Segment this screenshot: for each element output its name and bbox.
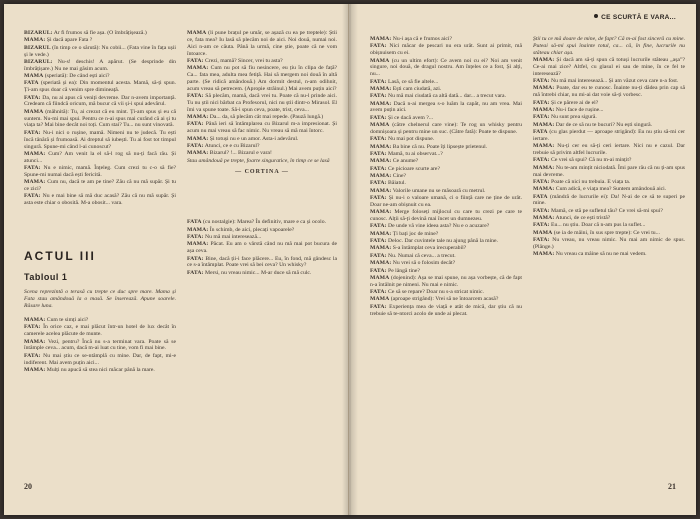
- dialogue-line: [370, 188, 522, 195]
- dialogue-text: Și totuși nu e un amor. Asta-i adevărul.: [209, 135, 299, 142]
- dialogue-text: Ți bați joc de mine?: [392, 230, 439, 237]
- dialogue-line: [24, 317, 176, 324]
- bullet-icon: [594, 14, 598, 18]
- dialogue-text: Și ce părere ai de el?: [551, 99, 599, 106]
- speaker-name: MAMA:: [370, 85, 392, 92]
- dialogue-line: [370, 195, 522, 209]
- dialogue-text: (aproape strigând): Vrei să ne întoarcem acasă?: [390, 296, 499, 303]
- speaker-name: FATA:: [370, 252, 387, 259]
- dialogue-line: [24, 30, 176, 37]
- speaker-name: FATA:: [533, 178, 550, 185]
- speaker-name: FATA:: [533, 78, 550, 85]
- dialogue-line: [370, 101, 522, 115]
- dialogue-line: [533, 179, 685, 186]
- dialogue-text: Ești cam ciudată, azi.: [392, 85, 442, 92]
- dialogue-line: [533, 36, 685, 57]
- dialogue-line: [533, 222, 685, 229]
- right-column-2: [533, 36, 685, 259]
- speaker-name: FATA:: [24, 94, 41, 101]
- speaker-name: FATA:: [370, 180, 387, 187]
- speaker-name: FATA:: [533, 237, 550, 244]
- speaker-name: MAMA: [370, 57, 390, 64]
- page-number-left: 20: [24, 482, 32, 491]
- dialogue-text: Nici măcar de pescari nu era urât. Sunt ai primit, mă obișnuisem cu ei.: [370, 43, 523, 57]
- dialogue-line: [24, 165, 176, 179]
- dialogue-text: Nu-i face de rușine...: [555, 106, 604, 113]
- dialogue-text: (în timp ce o sărută): Nu cobii... (Fata vine în fața ușii și le vede.): [24, 44, 176, 58]
- dialogue-text: (dojenind): Așa se mai spune, nu așa vorbește, că de fapt n-a întâlnit pe nimeni. Nu mai e nimic.: [370, 274, 522, 288]
- dialogue-text: Cine?: [392, 173, 407, 180]
- dialogue-text: Nu mai pot dispune.: [388, 136, 435, 143]
- dialogue-text: Bine, dacă ții-i face plăcere... Eu, în fond, mă gândesc la ce s-a întâmplat. Poate vrei să bei ceva? Un whisky?: [187, 255, 337, 269]
- speaker-name: MAMA: [24, 108, 44, 115]
- dialogue-line: [370, 304, 522, 318]
- dialogue-line: [370, 173, 522, 180]
- dialogue-text: (cu nostalgie): Marea? În definitiv, mare e ca și ocolo.: [203, 219, 327, 226]
- dialogue-line: [24, 95, 176, 109]
- speaker-name: FATA:: [533, 114, 550, 121]
- speaker-name: MAMA: [370, 296, 390, 303]
- speaker-name: MAMA:: [370, 173, 392, 180]
- scene-direction: Scena reprezintă o terasă cu trepte ce duc spre mare. Mama și Fata stau amândouă la o masă. Se înserează. Apune soarele. Răsare luna.: [24, 289, 176, 309]
- dialogue-text: Mamă, ce stă pe sufletul tău? Ce vrei să-mi spui?: [551, 207, 663, 214]
- speaker-name: FATA:: [24, 129, 41, 136]
- dialogue-line: [370, 166, 522, 173]
- dialogue-text: Cum te simți aici?: [46, 317, 89, 323]
- dialogue-line: [24, 193, 176, 207]
- dialogue-line: [24, 45, 176, 59]
- speaker-name: FATA:: [24, 165, 41, 172]
- dialogue-text: (mândră de lucrurile ei): Da! N-ai de ce să te superi pe mine.: [533, 193, 685, 207]
- dialogue-line: [187, 256, 337, 270]
- speaker-name: MAMA:: [187, 114, 209, 121]
- dialogue-line: [24, 339, 176, 353]
- dialogue-text: Și dacă apare Fata ?: [46, 37, 93, 44]
- speaker-name: FATA:: [370, 238, 387, 245]
- speaker-name: FATA:: [370, 303, 387, 310]
- dialogue-line: [187, 158, 337, 165]
- page-number-right: 21: [668, 482, 676, 491]
- running-head-title: CE SCURTĂ E VARA...: [601, 14, 676, 21]
- dialogue-line: [370, 58, 522, 79]
- dialogue-line: [187, 150, 337, 157]
- dialogue-line: [370, 180, 522, 187]
- speaker-name: MAMA:: [533, 121, 555, 128]
- right-column-1: [370, 36, 522, 318]
- dialogue-text: Nu vreau, nu vreau nimic. Nu mai am nimic de spus. (Plânge.): [533, 237, 686, 250]
- speaker-name: FATA:: [187, 57, 204, 64]
- speaker-name: MAMA:: [370, 143, 392, 150]
- dialogue-text: (cu glas pierdut — aproape strigând): Eu nu știu să-mi cer iertare.: [533, 128, 685, 142]
- dialogue-text: Nu mă mai ciudată ca altă dată... dar... a trecut vara.: [388, 93, 506, 100]
- dialogue-text: Bizarul? !... Bizarul e vara!: [209, 150, 272, 157]
- dialogue-text: Eu... nu știu. Doar că n-am pus la suflet...: [551, 222, 646, 229]
- dialogue-line: [187, 219, 337, 226]
- dialogue-line: [370, 36, 522, 43]
- dialogue-line: [24, 130, 176, 151]
- dialogue-line: [533, 107, 685, 114]
- speaker-name: BIZARUL:: [24, 58, 53, 65]
- dialogue-line: [370, 209, 522, 223]
- speaker-name: MAMA: [24, 73, 44, 80]
- act-heading: ACTUL III: [24, 249, 96, 263]
- speaker-name: MAMA:: [533, 186, 555, 193]
- dialogue-line: [370, 43, 522, 57]
- dialogue-line: [187, 241, 337, 255]
- dialogue-line: [187, 58, 337, 65]
- dialogue-line: [187, 121, 337, 135]
- stage-direction: Știi tu ce mă doare de mine, de fapt? Că m-ai fost sinceră cu mine. Puteai să-mi spui înainte totul, ca... că, în fine, lucrurile nu stăteau chiar așa.: [533, 36, 685, 56]
- speaker-name: FATA:: [533, 99, 550, 106]
- speaker-name: BIZARUL: [24, 44, 51, 51]
- speaker-name: FATA: [187, 219, 202, 226]
- speaker-name: MAMA:: [533, 57, 555, 64]
- speaker-name: FATA:: [370, 93, 387, 100]
- dialogue-text: (se ia de mâini, în sus spre trepte): Ce vrei tu...: [553, 229, 660, 236]
- dialogue-text: Nu mai știu ce se-ntâmplă cu mine. Dar, de fapt, mi-e indiferent. Mai avem puțin aici...: [24, 352, 177, 366]
- dialogue-text: În orice caz, e mai plăcut într-un hotel de lux decât în camerele acelea plăcute de munte.: [24, 324, 177, 338]
- left-page: [4, 4, 349, 515]
- dialogue-text: Cum adică, e viața mea? Suntem amândouă aici.: [555, 186, 667, 193]
- dialogue-line: [24, 151, 176, 165]
- speaker-name: MAMA:: [24, 179, 46, 186]
- dialogue-line: [533, 122, 685, 129]
- speaker-name: MAMA:: [187, 150, 209, 157]
- speaker-name: MAMA:: [187, 241, 209, 248]
- dialogue-line: [533, 100, 685, 107]
- dialogue-line: [370, 289, 522, 296]
- dialogue-text: Nu sunt prea sigură.: [551, 114, 597, 121]
- speaker-name: MAMA:: [533, 143, 555, 150]
- speaker-name: FATA:: [370, 195, 387, 202]
- speaker-name: MAMA:: [187, 135, 209, 142]
- dialogue-text: Și nu-i o valoare umană, ci o ființă care ne ține de urât. Doar ne-am obișnuit cu ea.: [370, 195, 523, 208]
- dialogue-text: Până ieri să întâmplarea cu Bizarul m-a impresionat. Și acum nu mai vreau să fac nimic. Nu vreau să mă mai întorc.: [187, 121, 338, 135]
- dialogue-text: Mulți nu apucă să stea nici măcar până la mare.: [46, 366, 155, 373]
- speaker-name: FATA:: [187, 234, 204, 241]
- dialogue-text: Ce picioare scurte are?: [388, 165, 440, 172]
- dialogue-text: Mamă, tu ai observat...?: [388, 151, 443, 157]
- dialogue-line: [370, 223, 522, 230]
- dialogue-line: [370, 144, 522, 151]
- dialogue-text: Nu e mai bine să mă duc acasă? Zău că nu mă supăr. Și asta este chiar o obosită. M-a obosit... vara.: [24, 193, 176, 207]
- dialogue-line: [370, 238, 522, 245]
- dialogue-line: [370, 260, 522, 267]
- dialogue-line: [24, 367, 176, 374]
- speaker-name: MAMA:: [370, 100, 392, 107]
- dialogue-line: [187, 136, 337, 143]
- dialogue-line: [370, 253, 522, 260]
- stage-direction: Stau amândouă pe trepte, foarte singuratice, în timp ce se lasă: [187, 157, 330, 164]
- speaker-name: BIZARUL:: [24, 30, 53, 36]
- dialogue-text: Crezi, mamă? Sincer, vrei tu asta?: [205, 57, 283, 64]
- dialogue-text: Ce anume?: [392, 158, 419, 165]
- speaker-name: MAMA:: [370, 245, 392, 252]
- left-column-1-top: [24, 30, 176, 208]
- speaker-name: FATA:: [370, 78, 387, 85]
- book-spread: [4, 4, 696, 515]
- dialogue-line: [370, 275, 522, 289]
- dialogue-text: Poate, dar eu te cunosc. Înainte nu-ți dădea prin cap să mă întrebi chiar, nu mi-ai dat voie să-ți vorbesc.: [533, 85, 686, 99]
- speaker-name: MAMA:: [24, 317, 46, 323]
- dialogue-text: Și dacă am să-ți spun că totuși lucrurile stăteau „așa”? Ce-ai mai zice? Altfel, cu glasul ei sau de mine, în ce fel te interesează?: [533, 57, 685, 77]
- speaker-name: MAMA:: [533, 215, 555, 222]
- dialogue-line: [370, 151, 522, 158]
- dialogue-text: De unde vă vine ideea asta? Nu e o acuzare?: [388, 223, 490, 230]
- dialogue-line: [24, 179, 176, 193]
- dialogue-line: [370, 245, 522, 252]
- speaker-name: FATA:: [370, 114, 387, 121]
- dialogue-text: Cum? Am venit la el să-l rog să nu-ți facă rău. Și atunci...: [24, 150, 177, 164]
- dialogue-text: Lasă, ce să fie altele...: [388, 78, 439, 85]
- dialogue-line: [533, 78, 685, 85]
- dialogue-text: Nu e nimic, mamă. Înțeleg. Cum crezi tu c-o să fie? Spune-mi numai dacă ești fericită.: [24, 165, 176, 178]
- dialogue-text: Experiența mea de viață e atât de mică, dar știu că nu trebuie să te-ntorci acolo de unde ai plecat.: [370, 303, 523, 317]
- dialogue-text: Păcat. Eu am o vârstă când nu mă mai pot bucura de așa ceva.: [187, 241, 337, 255]
- speaker-name: FATA:: [187, 269, 204, 276]
- speaker-name: FATA:: [187, 93, 204, 100]
- dialogue-line: [533, 230, 685, 237]
- dialogue-text: Dacă n-ai mergea s-o luăm la capăt, nu am vrea. Mai avem puțin aici.: [370, 100, 523, 114]
- dialogue-text: Nu. Numai că ceva... a trecut.: [388, 252, 456, 259]
- running-head: [594, 14, 676, 21]
- dialogue-text: Nu-ți cer eu să-ți ceri iertare. Nici nu e cazul. Dar trebuie să privim altfel lucrurile.: [533, 143, 685, 156]
- dialogue-text: Atunci, ce e cu Bizarul?: [204, 143, 260, 149]
- speaker-name: FATA:: [370, 136, 387, 143]
- dialogue-text: (către chelnerul care vine): Te rog un whisky pentru domnișoara și pentru mine un suc. (Către fată): Poate te dispune.: [370, 122, 523, 135]
- speaker-name: MAMA: [533, 229, 553, 236]
- dialogue-line: [370, 86, 522, 93]
- dialogue-text: Da, nu ai apus că veniți devreme. Dar n-avem importanță. Credeam că fiindcă oricum, mă bucur că vii și-i spui adevărul.: [24, 94, 177, 108]
- dialogue-text: Vezi, pentru? Încă nu s-a terminat vara. Poate să se întâmple ceva... acum, dacă m-ai luat cu tine, vom fi mai bine.: [24, 338, 176, 352]
- dialogue-line: [533, 157, 685, 164]
- dialogue-text: În schimb, de aici, plecați vapoarele?: [209, 226, 295, 233]
- dialogue-line: [187, 30, 337, 57]
- dialogue-text: Poate că nici nu trebuia. E viața ta.: [551, 178, 631, 185]
- dialogue-line: [187, 227, 337, 234]
- dialogue-line: [533, 251, 685, 258]
- dialogue-text: Valorile umane nu se măsoară cu metrul.: [392, 187, 486, 194]
- dialogue-text: Ba bine că nu. Poate îți lipsește prietenul.: [392, 143, 488, 150]
- dialogue-line: [187, 65, 337, 92]
- dialogue-text: Să plecăm, mamă, dacă vrei tu. Poate că nu-l prinde aici. Tu nu știi nici bărbat ca Profesorul, nici nu știi dintr-o Mirasol. El îmi va spune toate. Să-i spun ceva, poate, trist, ceva...: [187, 93, 338, 113]
- speaker-name: MAMA: [370, 274, 390, 281]
- dialogue-line: [533, 208, 685, 215]
- speaker-name: MAMA:: [533, 85, 555, 92]
- dialogue-line: [24, 73, 176, 80]
- dialogue-line: [187, 270, 337, 277]
- speaker-name: FATA:: [533, 207, 550, 214]
- speaker-name: MAMA:: [187, 65, 209, 72]
- speaker-name: FATA:: [370, 151, 387, 157]
- speaker-name: MAMA:: [533, 251, 555, 258]
- speaker-name: FATA:: [533, 157, 550, 164]
- dialogue-line: [370, 79, 522, 86]
- cortina-marker: — CORTINA —: [235, 168, 289, 175]
- speaker-name: MAMA:: [370, 158, 392, 165]
- speaker-name: FATA:: [187, 255, 204, 262]
- dialogue-text: (speriată): De când ești aici?: [44, 73, 110, 80]
- dialogue-line: [370, 115, 522, 122]
- dialogue-line: [370, 136, 522, 143]
- dialogue-line: [24, 324, 176, 338]
- speaker-name: MAMA:: [370, 260, 392, 267]
- dialogue-line: [370, 93, 522, 100]
- speaker-name: FATA:: [370, 267, 387, 274]
- dialogue-text: Mersi, nu vreau nimic... M-ar duce să mă culc.: [205, 269, 312, 276]
- speaker-name: FATA:: [24, 324, 41, 331]
- dialogue-text: Dar de ce să nu te bucuri? Nu ești singură.: [555, 121, 653, 128]
- dialogue-text: Merge foloseți mijlocul cu care tu crezi pe care te cunosc. Alții să-ți devină mai încet un dumnezeu.: [370, 209, 522, 223]
- speaker-name: MAMA:: [24, 338, 46, 345]
- dialogue-line: [533, 194, 685, 208]
- speaker-name: MAMA:: [24, 366, 46, 373]
- speaker-name: FATA:: [187, 143, 204, 149]
- speaker-name: FATA:: [370, 165, 387, 172]
- dialogue-line: [24, 59, 176, 73]
- dialogue-line: [533, 215, 685, 222]
- dialogue-line: [187, 93, 337, 114]
- dialogue-line: [370, 268, 522, 275]
- dialogue-line: [533, 85, 685, 99]
- dialogue-text: (mâhnită): Tu, ai crezut că eu mint. Ți-am spus și eu că suntem. Nu-mi mai spui. Pentru ce n-ai spus mai curând că ai și tu viața ta? Mai bine decât noi toți. Cum stai? Tu... nu sunt vinovată.: [24, 108, 177, 129]
- speaker-name: MAMA:: [533, 106, 555, 113]
- dialogue-line: [24, 37, 176, 44]
- dialogue-text: Da... da, să plecăm cât mai repede. (Pauză lungă.): [209, 114, 324, 121]
- speaker-name: MAMA:: [24, 37, 46, 44]
- dialogue-text: Nu-s! deschis! A apărut. (Se desprinde din îmbrățișare.) Nu ne mai găsim acum.: [24, 58, 176, 72]
- left-column-1-bottom: [24, 317, 176, 374]
- speaker-name: MAMA:: [370, 187, 392, 194]
- dialogue-line: [370, 296, 522, 303]
- speaker-name: FATA: [24, 80, 39, 87]
- dialogue-text: Pe lângă tine?: [388, 267, 420, 274]
- dialogue-text: Ar fi frumos să fie așa. (O îmbrățișează.): [53, 30, 147, 36]
- dialogue-line: [533, 165, 685, 179]
- dialogue-text: Deloc. Dar cuvintele tale nu ajung până la mine.: [388, 238, 498, 245]
- dialogue-text: Nu-i așa că e frumos aici?: [392, 36, 452, 42]
- dialogue-text: Și ce dacă avem ?...: [388, 114, 434, 121]
- speaker-name: MAMA:: [187, 226, 209, 233]
- dialogue-text: (li pune brațul pe umăr, se așază cu ea pe treptele): Știi ce, fata mea? Iu lasă să plecăm noi de aici. Noi două, numai noi. Aici n-am ce căuta. Până la urmă, cine știe, poate că ne vom întoarce.: [187, 30, 337, 57]
- speaker-name: FATA:: [370, 43, 387, 50]
- dialogue-text: Nu mă mai interesează...: [205, 234, 262, 241]
- dialogue-text: Nu vrei să o folosim decât?: [392, 260, 456, 267]
- speaker-name: FATA:: [24, 193, 41, 200]
- speaker-name: FATA: [533, 128, 548, 135]
- dialogue-line: [24, 109, 176, 130]
- dialogue-line: [370, 231, 522, 238]
- dialogue-text: Băiatul.: [388, 180, 406, 187]
- speaker-name: FATA:: [533, 222, 550, 229]
- dialogue-line: [370, 122, 522, 136]
- dialogue-text: Nu mă mai interesează... Și am văzut ceva care n-a fost.: [551, 78, 679, 85]
- dialogue-line: [533, 237, 685, 251]
- dialogue-line: [370, 158, 522, 165]
- dialogue-text: Atunci, de ce ești tristă?: [555, 215, 611, 222]
- speaker-name: MAMA: [370, 122, 390, 129]
- speaker-name: FATA:: [187, 121, 204, 128]
- dialogue-line: [533, 143, 685, 157]
- speaker-name: MAMA: [187, 30, 207, 36]
- speaker-name: FATA:: [24, 352, 41, 359]
- dialogue-line: [187, 114, 337, 121]
- dialogue-text: Nu vreau ca mâine să nu ne mai vedem.: [555, 251, 647, 258]
- dialogue-text: Nu te-am mințit niciodată. Îmi pare rău că nu ți-am spus mai devreme.: [533, 164, 686, 178]
- dialogue-text: (cu un ultim efort): Ce avem noi cu ei? Noi am venit singure, noi două, de dragul nostru. Am înțeles ce a fost, Și alți, nu...: [370, 57, 523, 78]
- dialogue-line: [533, 57, 685, 78]
- right-page: [350, 4, 696, 515]
- speaker-name: FATA:: [370, 223, 387, 230]
- speaker-name: MAMA:: [370, 209, 392, 216]
- speaker-name: MAMA:: [533, 164, 555, 171]
- dialogue-line: [533, 114, 685, 121]
- dialogue-text: Nu-i nici o rușine, mamă. Nimeni nu te judecă. Tu ești încă tânără și frumoasă. Ai dreptul să iubești. Tu ai fost tot timpul singură. Spune-mi când l-ai cunoscut?: [24, 129, 176, 150]
- dialogue-text: S-a întâmplat ceva irecuperabil?: [392, 245, 467, 252]
- dialogue-text: Ce vrei să spui? Că nu m-ai mințit?: [551, 157, 632, 164]
- dialogue-line: [24, 80, 176, 94]
- dialogue-line: [187, 143, 337, 150]
- speaker-name: MAMA:: [370, 36, 392, 42]
- dialogue-line: [533, 129, 685, 143]
- speaker-name: MAMA:: [370, 230, 392, 237]
- dialogue-text: Cum nu, dacă te am pe tine? Zău că nu mă supăr. Și tu ce zici?: [24, 179, 177, 193]
- speaker-name: FATA: [533, 193, 548, 200]
- dialogue-line: [533, 186, 685, 193]
- tableau-heading: Tabloul 1: [24, 272, 68, 282]
- left-column-2: [187, 30, 337, 277]
- dialogue-line: [187, 234, 337, 241]
- dialogue-text: Cum nu pot să fiu nesincere, eu țiu în clipa de față? Ca... fata mea, adulta mea fetiță. Hai să mergem noi două în altă parte. (Se ridică amândouă.) Am dormit destul, n-am odihnit, acum vreau să petrecem. (Apropie străinul.) Mai avem puțin aici?: [187, 65, 338, 92]
- speaker-name: FATA:: [370, 289, 387, 296]
- dialogue-line: [24, 353, 176, 367]
- speaker-name: MAMA:: [24, 150, 46, 157]
- dialogue-text: Ce să se repare? Doar nu s-a stricat nimic.: [388, 289, 484, 296]
- dialogue-text: (speriată și ea): Din momentul acesta. Mamă, să-ți spun. Ți-am spus doar că venim spre dimineață.: [24, 80, 176, 94]
